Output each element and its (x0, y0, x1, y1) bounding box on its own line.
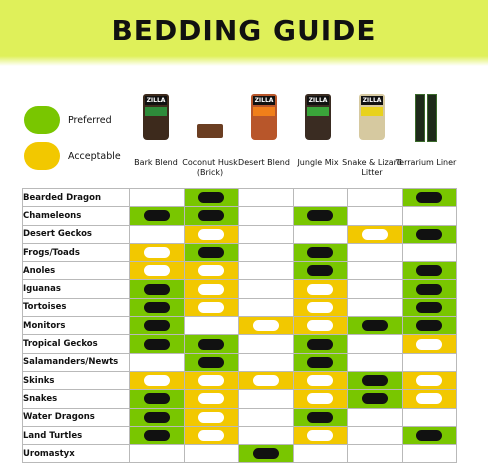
black-animal-icon (416, 302, 442, 313)
animal-name: Skinks (23, 371, 130, 389)
animal-name: Uromastyx (23, 445, 130, 463)
brand-logo: ZILLA (254, 97, 274, 104)
black-animal-icon (307, 339, 333, 350)
empty-cell (293, 225, 348, 243)
preferred-cell (402, 298, 457, 316)
acceptable-cell (184, 408, 239, 426)
black-animal-icon (198, 247, 224, 258)
preferred-cell (293, 408, 348, 426)
preferred-cell (402, 189, 457, 207)
black-animal-icon (144, 284, 170, 295)
white-animal-icon (307, 375, 333, 386)
black-animal-icon (416, 320, 442, 331)
preferred-cell (130, 335, 185, 353)
white-animal-icon (416, 393, 442, 404)
white-animal-icon (198, 412, 224, 423)
acceptable-cell (402, 371, 457, 389)
empty-cell (239, 298, 294, 316)
bag-label (253, 107, 275, 116)
preferred-cell (293, 207, 348, 225)
acceptable-cell (402, 390, 457, 408)
product-brick (197, 124, 223, 138)
acceptable-cell (184, 371, 239, 389)
empty-cell (239, 335, 294, 353)
black-animal-icon (307, 265, 333, 276)
page-title: BEDDING GUIDE (111, 14, 377, 47)
preferred-cell (402, 280, 457, 298)
empty-cell (348, 280, 403, 298)
empty-cell (239, 262, 294, 280)
acceptable-cell (293, 426, 348, 444)
preferred-cell (130, 408, 185, 426)
bag-label (307, 107, 329, 116)
bag-label (361, 107, 383, 116)
preferred-cell (402, 426, 457, 444)
acceptable-cell (293, 298, 348, 316)
preferred-cell (348, 371, 403, 389)
product-image-6 (402, 94, 450, 142)
white-animal-icon (198, 393, 224, 404)
legend-preferred-label: Preferred (68, 114, 112, 126)
black-animal-icon (416, 284, 442, 295)
table-row (23, 390, 457, 408)
preferred-cell (402, 262, 457, 280)
black-animal-icon (416, 192, 442, 203)
empty-cell (239, 353, 294, 371)
empty-cell (402, 408, 457, 426)
white-animal-icon (198, 229, 224, 240)
bedding-table (22, 188, 457, 463)
black-animal-icon (362, 320, 388, 331)
empty-cell (239, 225, 294, 243)
acceptable-cell (184, 262, 239, 280)
table-row (23, 445, 457, 463)
product-liner (402, 94, 450, 142)
animal-name: Snakes (23, 390, 130, 408)
acceptable-cell (293, 390, 348, 408)
product-bag (305, 94, 331, 140)
animal-name: Salamanders/Newts (23, 353, 130, 371)
black-animal-icon (198, 192, 224, 203)
black-animal-icon (144, 339, 170, 350)
acceptable-cell (293, 317, 348, 335)
product-label: Snake & Lizard Litter (342, 158, 402, 177)
preferred-cell (184, 189, 239, 207)
white-animal-icon (307, 302, 333, 313)
empty-cell (402, 353, 457, 371)
acceptable-cell (184, 298, 239, 316)
black-animal-icon (416, 265, 442, 276)
product-bag (143, 94, 169, 140)
preferred-cell (130, 298, 185, 316)
acceptable-cell (184, 390, 239, 408)
product-image-2 (186, 94, 234, 138)
brand-logo: ZILLA (146, 97, 166, 104)
black-animal-icon (362, 393, 388, 404)
white-animal-icon (144, 265, 170, 276)
white-animal-icon (144, 375, 170, 386)
product-image-5 (348, 94, 396, 140)
empty-cell (184, 317, 239, 335)
black-animal-icon (307, 247, 333, 258)
product-image-1 (132, 94, 180, 140)
preferred-cell (130, 426, 185, 444)
white-animal-icon (198, 430, 224, 441)
animal-name: Land Turtles (23, 426, 130, 444)
animal-name: Desert Geckos (23, 225, 130, 243)
preferred-cell (130, 207, 185, 225)
animal-name: Chameleons (23, 207, 130, 225)
table-row (23, 317, 457, 335)
preferred-cell (130, 317, 185, 335)
black-animal-icon (144, 210, 170, 221)
empty-cell (348, 262, 403, 280)
preferred-cell (402, 317, 457, 335)
bag-label (145, 107, 167, 116)
white-animal-icon (307, 284, 333, 295)
product-label: Coconut Husk (Brick) (182, 158, 238, 177)
brand-logo: ZILLA (362, 97, 382, 104)
animal-name: Tropical Geckos (23, 335, 130, 353)
empty-cell (130, 189, 185, 207)
acceptable-cell (348, 225, 403, 243)
animal-name: Monitors (23, 317, 130, 335)
empty-cell (239, 280, 294, 298)
preferred-cell (184, 353, 239, 371)
acceptable-cell (239, 371, 294, 389)
white-animal-icon (416, 375, 442, 386)
preferred-cell (293, 353, 348, 371)
table-row (23, 408, 457, 426)
white-animal-icon (198, 375, 224, 386)
product-image-4 (294, 94, 342, 140)
product-image-3 (240, 94, 288, 140)
white-animal-icon (307, 430, 333, 441)
black-animal-icon (144, 430, 170, 441)
white-animal-icon (307, 393, 333, 404)
empty-cell (239, 426, 294, 444)
empty-cell (130, 225, 185, 243)
table-row (23, 426, 457, 444)
preferred-cell (130, 280, 185, 298)
empty-cell (348, 426, 403, 444)
preferred-cell (348, 390, 403, 408)
empty-cell (239, 408, 294, 426)
black-animal-icon (416, 430, 442, 441)
empty-cell (402, 445, 457, 463)
table-row (23, 353, 457, 371)
table-row (23, 243, 457, 261)
black-animal-icon (198, 357, 224, 368)
empty-cell (293, 189, 348, 207)
table-row (23, 225, 457, 243)
white-animal-icon (198, 302, 224, 313)
animal-name: Frogs/Toads (23, 243, 130, 261)
acceptable-cell (239, 317, 294, 335)
black-animal-icon (307, 210, 333, 221)
preferred-cell (239, 445, 294, 463)
legend-acceptable-label: Acceptable (68, 150, 121, 162)
table-row (23, 262, 457, 280)
legend-acceptable (24, 142, 121, 170)
acceptable-cell (184, 426, 239, 444)
empty-cell (348, 353, 403, 371)
brand-logo: ZILLA (308, 97, 328, 104)
animal-name: Bearded Dragon (23, 189, 130, 207)
empty-cell (239, 243, 294, 261)
acceptable-cell (130, 243, 185, 261)
black-animal-icon (416, 229, 442, 240)
preferred-cell (130, 390, 185, 408)
empty-cell (184, 445, 239, 463)
empty-cell (348, 445, 403, 463)
acceptable-cell (402, 335, 457, 353)
empty-cell (348, 207, 403, 225)
empty-cell (130, 353, 185, 371)
empty-cell (348, 298, 403, 316)
empty-cell (348, 243, 403, 261)
preferred-cell (293, 262, 348, 280)
table-row (23, 335, 457, 353)
white-lizard-icon (24, 142, 60, 170)
table-row (23, 280, 457, 298)
empty-cell (239, 207, 294, 225)
white-animal-icon (198, 265, 224, 276)
acceptable-cell (130, 262, 185, 280)
white-animal-icon (198, 284, 224, 295)
empty-cell (348, 189, 403, 207)
preferred-cell (293, 335, 348, 353)
black-lizard-icon (24, 106, 60, 134)
empty-cell (239, 189, 294, 207)
preferred-cell (402, 225, 457, 243)
empty-cell (348, 335, 403, 353)
preferred-cell (184, 207, 239, 225)
table-row (23, 189, 457, 207)
animal-name: Water Dragons (23, 408, 130, 426)
product-bag (251, 94, 277, 140)
animal-name: Anoles (23, 262, 130, 280)
empty-cell (348, 408, 403, 426)
white-animal-icon (307, 320, 333, 331)
empty-cell (239, 390, 294, 408)
black-animal-icon (144, 412, 170, 423)
empty-cell (402, 207, 457, 225)
empty-cell (402, 243, 457, 261)
acceptable-cell (184, 280, 239, 298)
black-animal-icon (362, 375, 388, 386)
black-animal-icon (253, 448, 279, 459)
black-animal-icon (307, 412, 333, 423)
animal-name: Tortoises (23, 298, 130, 316)
animal-name: Iguanas (23, 280, 130, 298)
black-animal-icon (144, 302, 170, 313)
white-animal-icon (362, 229, 388, 240)
preferred-cell (184, 243, 239, 261)
product-label: Desert Blend (238, 158, 290, 167)
empty-cell (130, 445, 185, 463)
black-animal-icon (198, 210, 224, 221)
product-label: Jungle Mix (297, 158, 339, 167)
black-animal-icon (198, 339, 224, 350)
table-row (23, 298, 457, 316)
table-row (23, 207, 457, 225)
product-label: Terrarium Liner (395, 158, 457, 167)
white-animal-icon (253, 320, 279, 331)
white-animal-icon (416, 339, 442, 350)
acceptable-cell (293, 280, 348, 298)
legend-preferred (24, 106, 112, 134)
white-animal-icon (253, 375, 279, 386)
acceptable-cell (293, 371, 348, 389)
preferred-cell (184, 335, 239, 353)
table-row (23, 371, 457, 389)
black-animal-icon (144, 393, 170, 404)
product-bag (359, 94, 385, 140)
acceptable-cell (184, 225, 239, 243)
preferred-cell (293, 243, 348, 261)
black-animal-icon (144, 320, 170, 331)
white-animal-icon (144, 247, 170, 258)
product-label: Bark Blend (134, 158, 178, 167)
black-animal-icon (307, 357, 333, 368)
preferred-cell (348, 317, 403, 335)
acceptable-cell (130, 371, 185, 389)
empty-cell (293, 445, 348, 463)
